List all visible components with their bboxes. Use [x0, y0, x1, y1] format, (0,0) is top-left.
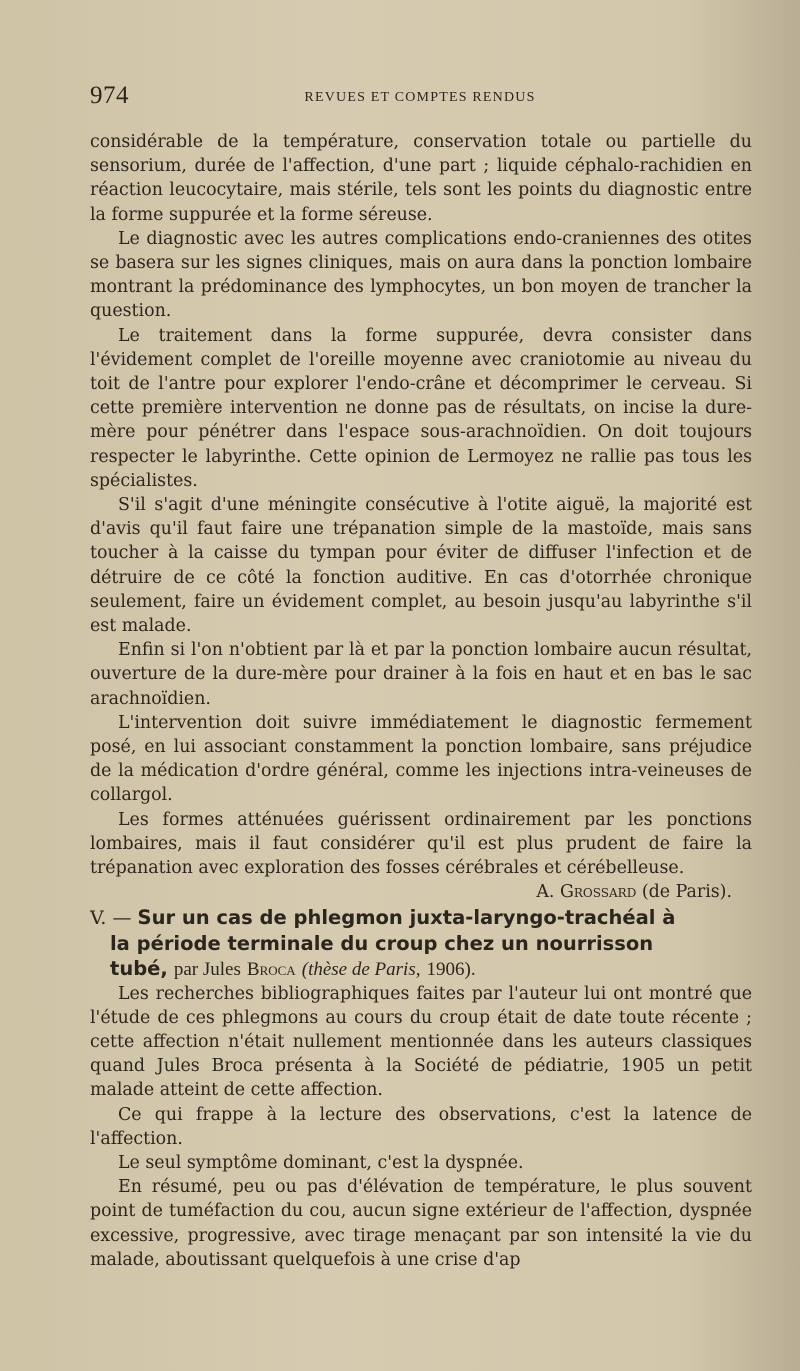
- paragraph: Le diagnostic avec les autres complications endo-craniennes des otites se basera sur les signes cliniques, mais on aura dans la ponction lombaire montrant la prédominance des lymphocytes, un bon moyen de trancher la question.: [90, 228, 752, 322]
- paragraph: En résumé, peu ou pas d'élévation de température, le plus souvent point de tuméfaction du cou, aucun signe extérieur de l'affection, dyspnée excessive, progressive, avec tirage menaçant par son intensité la vie du malade, aboutissant quelquefois à une crise d'ap: [90, 1177, 752, 1270]
- paragraph: L'intervention doit suivre immédiatement le diagnostic fermement posé, en lui associant constamment la ponction lombaire, sans préjudice de la médication d'ordre général, comme les injections intra-veineuses de collargol.: [90, 712, 752, 806]
- section-title-line3-wrap: [90, 956, 752, 982]
- signature-name: Grossard: [560, 882, 637, 903]
- section-year: 1906).: [426, 958, 476, 980]
- paragraph: Le seul symptôme dominant, c'est la dyspnée.: [118, 1152, 524, 1173]
- section-title-line1: Sur un cas de phlegmon juxta-laryngo-trachéal à: [137, 905, 676, 929]
- paragraph: Les formes atténuées guérissent ordinairement par les ponctions lombaires, mais il faut considérer qu'il est plus prudent de faire la trépanation avec exploration des fosses cérébrales et cérébelleuse.: [90, 809, 752, 879]
- page-header: [90, 82, 750, 112]
- paragraph: Ce qui frappe à la lecture des observations, c'est la latence de l'affection.: [90, 1104, 752, 1149]
- section-title-line3: tubé,: [110, 956, 168, 980]
- page-number: 974: [90, 82, 129, 109]
- signature-initial: A.: [536, 882, 555, 903]
- section-author: Broca: [246, 958, 296, 980]
- paragraph: S'il s'agit d'une méningite consécutive à l'otite aiguë, la majorité est d'avis qu'il faut faire une trépanation simple de la mastoïde, mais sans toucher à la caisse du tympan pour éviter de diffuser l'infection et de détruire de ce côté la fonction auditive. En cas d'otorrhée chronique seulement, faire un évidement complet, au besoin jusqu'au labyrinthe s'il est malade.: [90, 495, 752, 637]
- section-number: V. —: [90, 906, 132, 929]
- section-by: par Jules: [173, 958, 241, 980]
- paragraph: Les recherches bibliographiques faites par l'auteur lui ont montré que l'étude de ces phlegmons au cours du croup était de date toute récente ; cette affection n'était nullement mentionnée dans les auteurs classiques quand Jules Broca présenta à la Société de pédiatrie, 1905 un petit malade atteint de cette affection.: [90, 983, 752, 1101]
- section-heading: [90, 905, 752, 982]
- paragraph: considérable de la température, conservation totale ou partielle du sensorium, durée de l'affection, d'une part ; liquide céphalo-rachidien en réaction leucocytaire, mais stérile, tels sont les points du diagnostic entre la forme suppurée et la forme séreuse.: [90, 132, 752, 225]
- review-signature: [90, 880, 752, 904]
- page-body: [90, 130, 752, 1272]
- signature-place: (de Paris).: [641, 882, 732, 903]
- section-title-line2: la période terminale du croup chez un nourrisson: [110, 931, 654, 955]
- section-source: (thèse de Paris,: [301, 958, 421, 980]
- paragraph: Le traitement dans la forme suppurée, devra consister dans l'évidement complet de l'oreille moyenne avec craniotomie au niveau du toit de l'antre pour explorer l'endo-crâne et décomprimer le cerveau. Si cette première intervention ne donne pas de résultats, on incise la dure-mère pour pénétrer dans l'espace sous-arachnoïdien. On doit toujours respecter le labyrinthe. Cette opinion de Lermoyez ne rallie pas tous les spécialistes.: [90, 325, 752, 491]
- paragraph: Enfin si l'on n'obtient par là et par la ponction lombaire aucun résultat, ouverture de la dure-mère pour drainer à la fois en haut et en bas le sac arachnoïdien.: [90, 640, 752, 709]
- running-head: REVUES ET COMPTES RENDUS: [304, 90, 536, 105]
